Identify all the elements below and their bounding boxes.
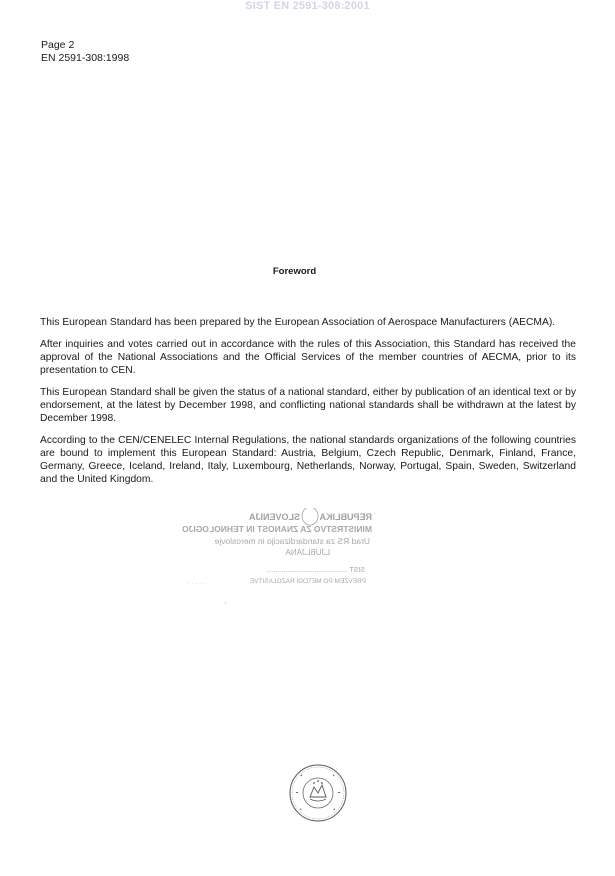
svg-text:REPUBLIKA: REPUBLIKA bbox=[319, 512, 372, 522]
paragraph-approval: After inquiries and votes carried out in accordance with the rules of this Association, this Standard has received the approval of the National Associations and the Official Services of the member countries of AECMA, prior to its presentation to CEN. bbox=[40, 339, 576, 376]
svg-text:MINISTRSTVO ZA ZNANOST IN TEHN: MINISTRSTVO ZA ZNANOST IN TEHNOLOGIJO bbox=[182, 524, 372, 534]
paragraph-countries: According to the CEN/CENELEC Internal Regulations, the national standards organizations of the following countries are bound to implement this European Standard: Austria, Belgium, Czech Republic, Denmark, Finland, France, Germany, Greece, Iceland, Ireland, Italy, Luxembourg, Netherlands, Norway, Portugal, Spain, Sweden, Switzerland and the United Kingdom. bbox=[40, 435, 576, 485]
svg-text:PREVZEM PO METODI RAZGLASITVE: PREVZEM PO METODI RAZGLASITVE bbox=[249, 578, 366, 585]
svg-text:. . . . .: . . . . . bbox=[187, 579, 205, 586]
document-id: EN 2591-308:1998 bbox=[41, 52, 130, 64]
page-header bbox=[41, 39, 129, 65]
page-number: Page 2 bbox=[41, 39, 75, 51]
registration-stamp bbox=[160, 508, 420, 608]
svg-text:SLOVENIJA: SLOVENIJA bbox=[248, 512, 300, 522]
paragraph-preparation: This European Standard has been prepared by the European Association of Aerospace Manufacturers (AECMA). bbox=[40, 317, 556, 328]
official-seal-icon bbox=[288, 763, 348, 823]
foreword-body bbox=[40, 316, 576, 495]
stamp-graphic bbox=[160, 508, 420, 608]
paragraph-status: This European Standard shall be given the status of a national standard, either by publication of an identical text or by endorsement, at the latest by December 1998, and conflicting national standards shall be withdrawn at the latest by December 1998. bbox=[40, 387, 576, 424]
svg-text:SIST .........................: SIST .......................................... bbox=[265, 567, 365, 574]
svg-text:LJUBLJANA: LJUBLJANA bbox=[285, 548, 330, 557]
svg-text:Urad RS za standardizacijo in: Urad RS za standardizacijo in meroslovje bbox=[214, 536, 370, 546]
watermark: SIST EN 2591-308:2001 bbox=[245, 0, 370, 12]
foreword-heading: Foreword bbox=[272, 266, 317, 277]
